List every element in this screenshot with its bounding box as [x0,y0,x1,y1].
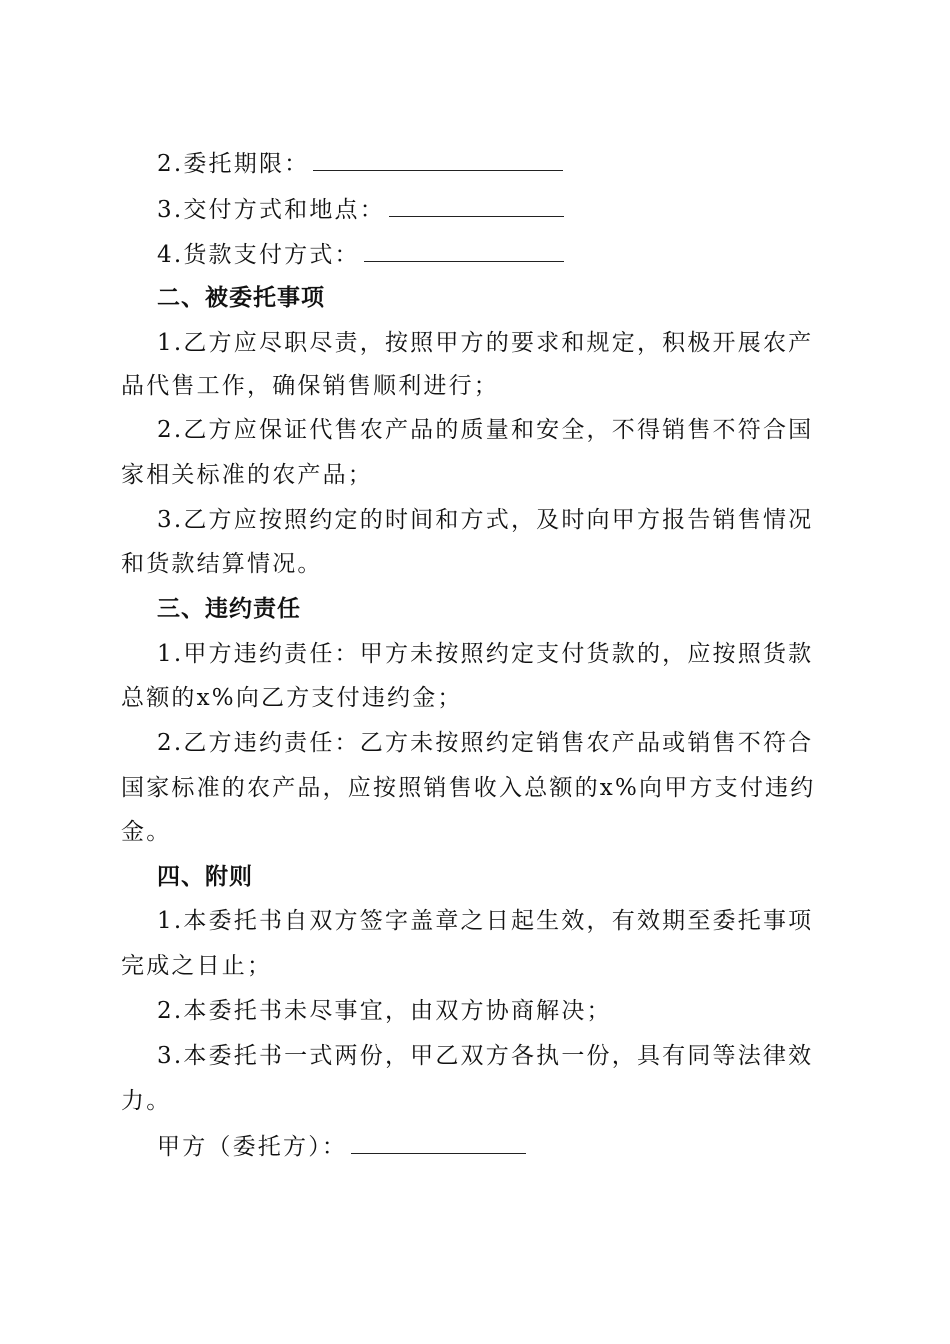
section3-item2-line2: 国家标准的农产品，应按照销售收入总额的x%向甲方支付违约 [121,775,816,801]
section2-item2-line1: 2.乙方应保证代售农产品的质量和安全，不得销售不符合国 [157,417,814,443]
section4-item1-line2: 完成之日止； [121,953,273,979]
section3-heading: 三、违约责任 [157,596,301,622]
section2-item1-line1: 1.乙方应尽职尽责，按照甲方的要求和规定，积极开展农产 [157,330,814,356]
section4-item1-line1: 1.本委托书自双方签字盖章之日起生效，有效期至委托事项 [157,908,814,934]
section3-item1-line2: 总额的x%向乙方支付违约金； [121,685,463,711]
section3-item2-line3: 金。 [121,819,172,845]
section2-item3-line1: 3.乙方应按照约定的时间和方式，及时向甲方报告销售情况 [157,507,814,533]
term-payment-label: 4.货款支付方式： [157,242,360,268]
section3-item2-line1: 2.乙方违约责任：乙方未按照约定销售农产品或销售不符合 [157,730,814,756]
term-period-blank[interactable] [313,148,563,171]
section2-heading: 二、被委托事项 [157,285,325,311]
term-delivery-blank[interactable] [389,194,564,217]
section3-item1-line1: 1.甲方违约责任：甲方未按照约定支付货款的，应按照货款 [157,641,814,667]
party-a-label: 甲方（委托方）： [157,1134,348,1160]
party-a-signature [157,1131,837,1162]
term-payment-blank[interactable] [364,239,564,262]
section2-item3-line2: 和货款结算情况。 [121,551,323,577]
section2-item1-line2: 品代售工作，确保销售顺利进行； [121,373,499,399]
section4-item3-line2: 力。 [121,1088,172,1114]
section4-item3-line1: 3.本委托书一式两份，甲乙双方各执一份，具有同等法律效 [157,1043,814,1069]
term-delivery [157,194,837,225]
section2-item2-line2: 家相关标准的农产品； [121,462,373,488]
section4-heading: 四、附则 [157,864,253,890]
term-period [157,148,837,179]
party-a-blank[interactable] [351,1131,526,1154]
term-payment [157,239,837,270]
term-delivery-label: 3.交付方式和地点： [157,197,385,223]
term-period-label: 2.委托期限： [157,151,310,177]
section4-item2-line1: 2.本委托书未尽事宜，由双方协商解决； [157,998,612,1024]
